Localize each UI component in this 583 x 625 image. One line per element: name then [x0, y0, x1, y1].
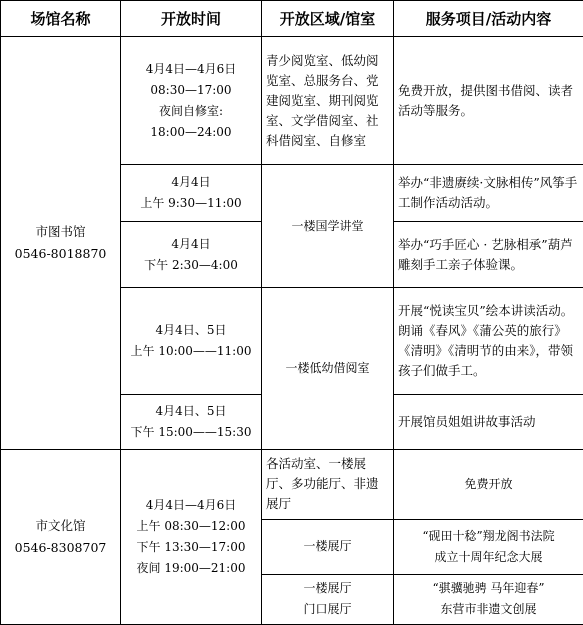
time-line: 4月4日: [171, 175, 211, 190]
time-line: 上午 9:30—11:00: [140, 196, 242, 211]
table-row: [1, 449, 583, 519]
table-row: [1, 37, 583, 165]
area-cell: 一楼展厅: [262, 519, 394, 574]
time-cell: [121, 394, 262, 449]
header-time: 开放时间: [121, 1, 262, 37]
area-cell: 各活动室、一楼展厅、多功能厅、非遗展厅: [262, 449, 394, 519]
service-cell: [394, 519, 583, 574]
area-line: 门口展厅: [303, 602, 352, 617]
time-line: 08:30—17:00: [150, 82, 232, 97]
time-line: 夜间自修室:: [158, 103, 224, 118]
venue-name: 市图书馆: [35, 223, 86, 239]
time-cell: [121, 37, 262, 165]
service-line: “砚田十稔”翔龙阁书法院: [422, 528, 555, 543]
time-line: 上午 10:00——11:00: [130, 343, 252, 358]
service-cell: 举办“非遗赓续·文脉相传”风筝手工制作活动活动。: [394, 165, 583, 222]
time-line: 4月4日、5日: [155, 403, 227, 418]
area-cell-guoxue: 一楼国学讲堂: [262, 165, 394, 288]
venue-cell-library: [1, 37, 121, 450]
venue-name: 市文化馆: [35, 517, 86, 533]
time-cell: [121, 288, 262, 394]
time-line: 下午 13:30—17:00: [136, 539, 246, 554]
service-line: 东营市非遗文创展: [440, 602, 537, 617]
time-line: 下午 15:00——15:30: [130, 424, 252, 439]
time-line: 上午 08:30—12:00: [136, 518, 246, 533]
time-line: 夜间 19:00—21:00: [136, 560, 246, 575]
service-cell: 举办“巧手匠心 · 艺脉相承”葫芦雕刻手工亲子体验课。: [394, 222, 583, 288]
area-cell-diyou: 一楼低幼借阅室: [262, 288, 394, 449]
header-service: 服务项目/活动内容: [394, 1, 583, 37]
venue-cell-culture: [1, 449, 121, 624]
area-cell: [262, 574, 394, 624]
header-row: [1, 1, 583, 37]
service-cell: 免费开放，提供图书借阅、读者活动等服务。: [394, 37, 583, 165]
service-cell: 免费开放: [394, 449, 583, 519]
header-area: 开放区域/馆室: [262, 1, 394, 37]
time-cell: [121, 222, 262, 288]
area-cell: 青少阅览室、低幼阅览室、总服务台、党建阅览室、期刊阅览室、文学借阅室、社科借阅室、自修室: [262, 37, 394, 165]
venue-phone: 0546-8308707: [14, 539, 107, 555]
header-venue: 场馆名称: [1, 1, 121, 37]
time-line: 4月4日、5日: [155, 322, 227, 337]
time-cell: [121, 449, 262, 624]
service-line: 成立十周年纪念大展: [434, 549, 543, 564]
time-line: 4月4日—4月6日: [145, 497, 237, 512]
time-line: 4月4日—4月6日: [145, 61, 237, 76]
service-cell: 开展馆员姐姐讲故事活动: [394, 394, 583, 449]
service-cell: [394, 574, 583, 624]
time-line: 18:00—24:00: [150, 124, 232, 139]
service-cell: 开展“悦读宝贝”绘本讲读活动。朗诵《春风》《蒲公英的旅行》《清明》《清明节的由来》，带领孩子们做手工。: [394, 288, 583, 394]
time-line: 下午 2:30—4:00: [144, 257, 238, 272]
time-line: 4月4日: [171, 236, 211, 251]
area-line: 一楼展厅: [303, 581, 352, 596]
service-line: “骐骥驰骋 马年迎春”: [432, 581, 545, 596]
time-cell: [121, 165, 262, 222]
venue-phone: 0546-8018870: [14, 245, 107, 261]
